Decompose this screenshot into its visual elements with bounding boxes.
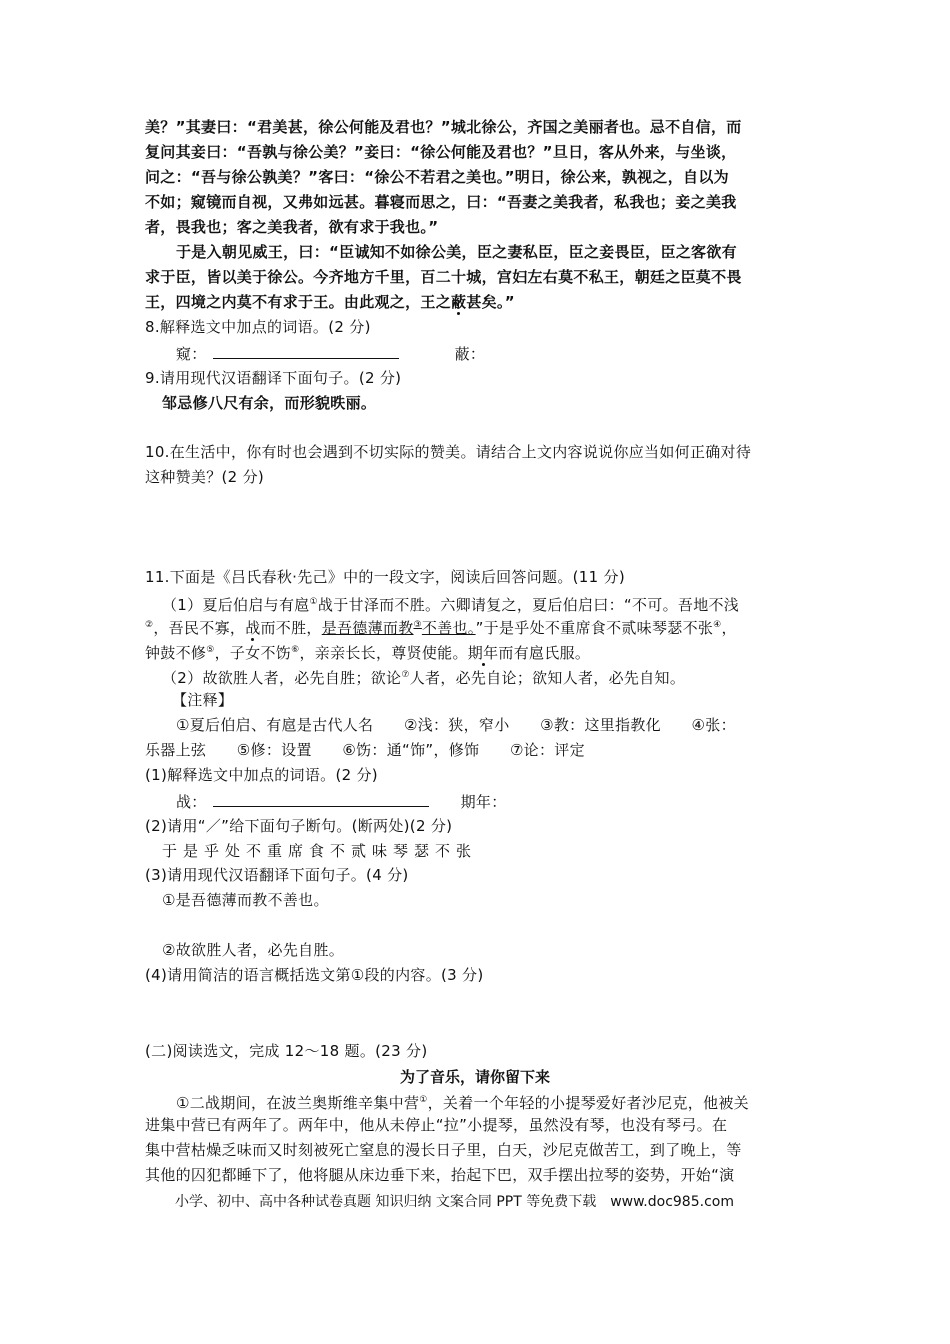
classical-text-line: （2）故欲胜人者，必先自胜；欲论⑦人者，必先自论；欲知人者，必先自知。: [162, 669, 686, 687]
passage-line: 美？”其妻曰：“君美甚，徐公何能及君也？”城北徐公，齐国之美丽者也。忌不自信，而: [145, 118, 742, 136]
notes-line: ①夏后伯启、有扈是古代人名 ②浅：狭，窄小 ③教：这里指教化 ④张：: [176, 716, 736, 734]
underlined-sentence: 是吾德薄而教: [321, 619, 414, 637]
sub-question-4: (4)请用简洁的语言概括选文第①段的内容。(3 分): [145, 966, 484, 984]
classical-text-line: （1）夏后伯启与有扈①战于甘泽而不胜。六卿请复之，夏后伯启曰：“不可。吾地不浅: [162, 596, 740, 614]
answer-blank[interactable]: [213, 791, 429, 807]
classical-text-line: ②，吾民不寡，战而不胜，是吾德薄而教③不善也。”于是乎处不重席食不贰味琴瑟不张④，: [145, 619, 737, 637]
classical-text-line: 钟鼓不修⑤，子女不饬⑥，亲亲长长，尊贤使能。期年而有扈氏服。: [145, 644, 591, 662]
sub-question-3: (3)请用现代汉语翻译下面句子。(4 分): [145, 866, 409, 884]
s3-sentence-a: ①是吾德薄而教不善也。: [162, 891, 329, 909]
answer-blank[interactable]: [213, 343, 399, 359]
notes-title: 【注释】: [172, 691, 234, 709]
article-line: ①二战期间，在波兰奥斯维辛集中营①，关着一个年轻的小提琴爱好者沙尼克，他被关: [176, 1094, 749, 1112]
s2-sentence: 于是乎处不重席食不贰味琴瑟不张: [162, 842, 478, 860]
s1-answer-row: 战： 期年：: [176, 793, 507, 811]
passage-line: 于是入朝见威王，曰：“臣诚知不如徐公美，臣之妻私臣，臣之妾畏臣，臣之客欲有: [176, 243, 737, 261]
notes-line: 乐器上弦 ⑤修：设置 ⑥饬：通“饰”，修饰 ⑦论：评定: [145, 741, 585, 759]
article-title: 为了音乐，请你留下来: [399, 1068, 550, 1086]
sub-question-1: (1)解释选文中加点的词语。(2 分): [145, 766, 378, 784]
passage-line: 求于臣，皆以美于徐公。今齐地方千里，百二十城，宫妇左右莫不私王，朝廷之臣莫不畏: [145, 268, 742, 286]
footer-text: 小学、初中、高中各种试卷真题 知识归纳 文案合同 PPT 等免费下载 www.doc985.com: [175, 1194, 734, 1210]
passage-line: 王，四境之内莫不有求于王。由此观之，王之蔽甚矣。”: [145, 293, 515, 311]
article-line: 其他的囚犯都睡下了，他将腿从床边垂下来，抬起下巴，双手摆出拉琴的姿势，开始“演: [145, 1166, 735, 1184]
passage-line: 复问其妾曰：“吾孰与徐公美？”妾曰：“徐公何能及君也？”旦日，客从外来，与坐谈，: [145, 143, 737, 161]
dotted-word: 战: [245, 619, 261, 637]
question-10: 10.在生活中，你有时也会遇到不切实际的赞美。请结合上文内容说说你应当如何正确对待: [145, 443, 752, 461]
passage-line: 不如；窥镜而自视，又弗如远甚。暮寝而思之，曰：“吾妻之美我者，私我也；妾之美我: [145, 193, 737, 211]
question-11: 11.下面是《吕氏春秋·先己》中的一段文字，阅读后回答问题。(11 分): [145, 568, 625, 586]
sub-question-2: (2)请用“／”给下面句子断句。(断两处)(2 分): [145, 817, 453, 835]
dotted-word: 蔽: [451, 293, 467, 311]
section-heading: (二)阅读选文，完成 12～18 题。(23 分): [145, 1042, 428, 1060]
article-line: 集中营枯燥乏味而又时刻被死亡窒息的漫长日子里，白天，沙尼克做苦工，到了晚上，等: [145, 1141, 742, 1159]
s3-sentence-b: ②故欲胜人者，必先自胜。: [162, 941, 345, 959]
question-9: 9.请用现代汉语翻译下面句子。(2 分): [145, 369, 402, 387]
q8-answer-row: 窥： 蔽：: [176, 345, 486, 363]
dotted-word: 期年: [467, 644, 499, 662]
passage-line: 者，畏我也；客之美我者，欲有求于我也。”: [145, 218, 439, 236]
question-10: 这种赞美？(2 分): [145, 468, 265, 486]
q9-sentence: 邹忌修八尺有余，而形貌昳丽。: [162, 394, 377, 412]
question-8: 8.解释选文中加点的词语。(2 分): [145, 318, 371, 336]
article-line: 进集中营已有两年了。两年中，他从未停止“拉”小提琴，虽然没有琴，也没有琴弓。在: [145, 1116, 728, 1134]
passage-line: 问之：“吾与徐公孰美？”客曰：“徐公不若君之美也。”明日，徐公来，孰视之，自以为: [145, 168, 729, 186]
